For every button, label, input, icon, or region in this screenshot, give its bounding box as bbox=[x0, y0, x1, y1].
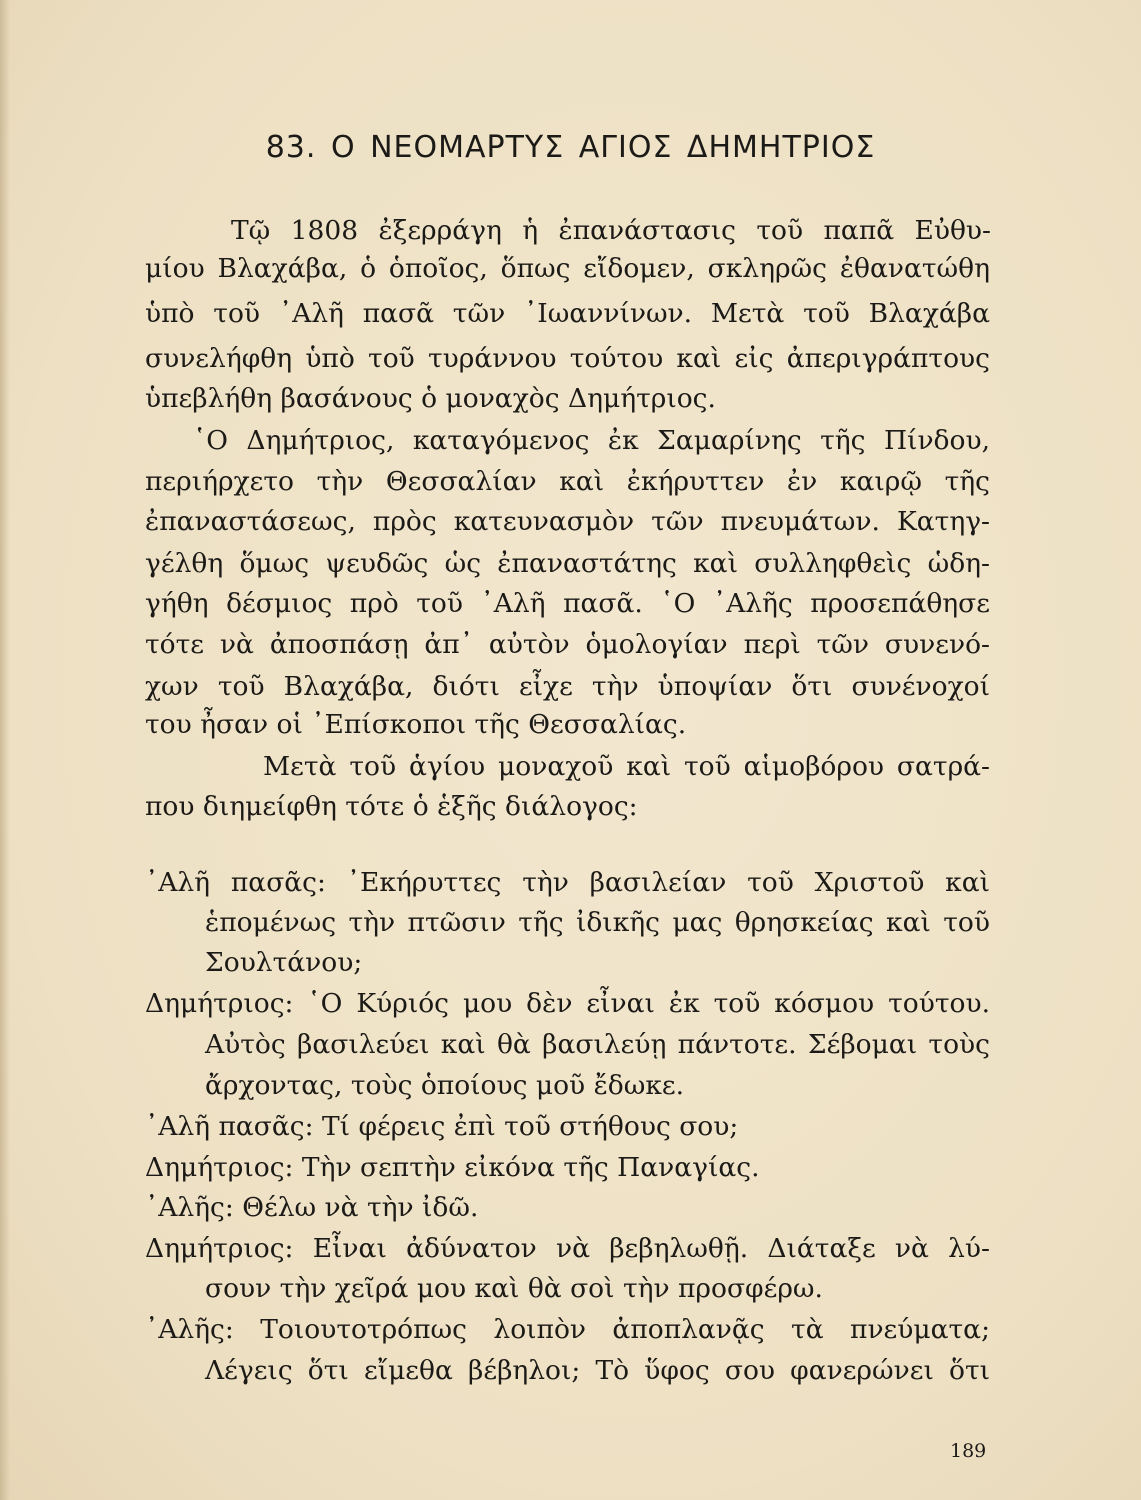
dialogue-line: Δημήτριος: Τὴν σεπτὴν εἰκόνα τῆς Παναγίας. bbox=[145, 1152, 760, 1183]
text-line: ῾Ο Δημήτριος, καταγόμενος ἐκ Σαμαρίνης τῆς Πίνδου, bbox=[193, 425, 990, 456]
text-line: χων τοῦ Βλαχάβα, διότι εἶχε τὴν ὑποψίαν ὅτι συνένοχοί bbox=[145, 671, 990, 702]
dialogue-line: ᾿Αλῆς: Θέλω νὰ τὴν ἰδῶ. bbox=[145, 1192, 479, 1223]
text-line: περιήρχετο τὴν Θεσσαλίαν καὶ ἐκήρυττεν ἐν καιρῷ τῆς bbox=[145, 466, 990, 497]
page-edge-shadow bbox=[0, 0, 10, 1500]
dialogue-line: ᾿Αλῆς: Τοιουτοτρόπως λοιπὸν ἀποπλανᾷς τὰ πνεύματα; bbox=[145, 1314, 990, 1345]
dialogue-line: ᾿Αλῆ πασᾶς: Τί φέρεις ἐπὶ τοῦ στήθους σου; bbox=[145, 1111, 739, 1142]
text-line: γήθη δέσμιος πρὸ τοῦ ᾿Αλῆ πασᾶ. ῾Ο ᾿Αλῆς προσεπάθησε bbox=[145, 588, 990, 619]
dialogue-line: Δημήτριος: Εἶναι ἀδύνατον νὰ βεβηλωθῇ. Διάταξε νὰ λύ- bbox=[145, 1233, 990, 1264]
text-line: τότε νὰ ἀποσπάσῃ ἀπ᾿ αὐτὸν ὁμολογίαν περὶ τῶν συνενό- bbox=[145, 629, 990, 660]
text-line: του ἦσαν οἱ ᾿Επίσκοποι τῆς Θεσσαλίας. bbox=[145, 709, 687, 740]
dialogue-line: Λέγεις ὅτι εἴμεθα βέβηλοι; Τὸ ὕφος σου φανερώνει ὅτι bbox=[205, 1355, 990, 1386]
text-line: ὑπὸ τοῦ ᾿Αλῆ πασᾶ τῶν ᾿Ιωαννίνων. Μετὰ τοῦ Βλαχάβα bbox=[145, 298, 990, 329]
dialogue-line: σουν τὴν χεῖρά μου καὶ θὰ σοὶ τὴν προσφέρω. bbox=[205, 1273, 823, 1304]
dialogue-line: Δημήτριος: ῾Ο Κύριός μου δὲν εἶναι ἐκ τοῦ κόσμου τούτου. bbox=[145, 988, 990, 1019]
text-line: συνελήφθη ὑπὸ τοῦ τυράννου τούτου καὶ εἰς ἀπεριγράπτους bbox=[145, 343, 990, 374]
text-line: ἐπαναστάσεως, πρὸς κατευνασμὸν τῶν πνευμάτων. Κατηγ- bbox=[145, 506, 990, 537]
chapter-heading: 83. Ο ΝΕΟΜΑΡΤΥΣ ΑΓΙΟΣ ΔΗΜΗΤΡΙΟΣ bbox=[265, 130, 876, 165]
dialogue-line: Αὐτὸς βασιλεύει καὶ θὰ βασιλεύῃ πάντοτε. Σέβομαι τοὺς bbox=[205, 1029, 990, 1060]
text-line: γέλθη ὅμως ψευδῶς ὡς ἐπαναστάτης καὶ συλληφθεὶς ὡδη- bbox=[145, 548, 990, 579]
page-number: 189 bbox=[950, 1440, 987, 1462]
text-line: που διημείφθη τότε ὁ ἑξῆς διάλογος: bbox=[145, 791, 638, 822]
dialogue-line: ἑπομένως τὴν πτῶσιν τῆς ἰδικῆς μας θρησκείας καὶ τοῦ bbox=[205, 907, 990, 938]
dialogue-line: ᾿Αλῆ πασᾶς: ᾿Εκήρυττες τὴν βασιλείαν τοῦ Χριστοῦ καὶ bbox=[145, 867, 990, 898]
text-line: Τῷ 1808 ἐξερράγη ἡ ἐπανάστασις τοῦ παπᾶ Εὐθυ- bbox=[231, 215, 991, 246]
dialogue-line: Σουλτάνου; bbox=[205, 947, 363, 978]
text-line: μίου Βλαχάβα, ὁ ὁποῖος, ὅπως εἴδομεν, σκληρῶς ἐθανατώθη bbox=[145, 253, 990, 284]
text-line: ὑπεβλήθη βασάνους ὁ μοναχὸς Δημήτριος. bbox=[145, 383, 716, 414]
text-line: Μετὰ τοῦ ἁγίου μοναχοῦ καὶ τοῦ αἱμοβόρου σατρά- bbox=[263, 751, 990, 782]
dialogue-line: ἄρχοντας, τοὺς ὁποίους μοῦ ἔδωκε. bbox=[205, 1070, 685, 1101]
